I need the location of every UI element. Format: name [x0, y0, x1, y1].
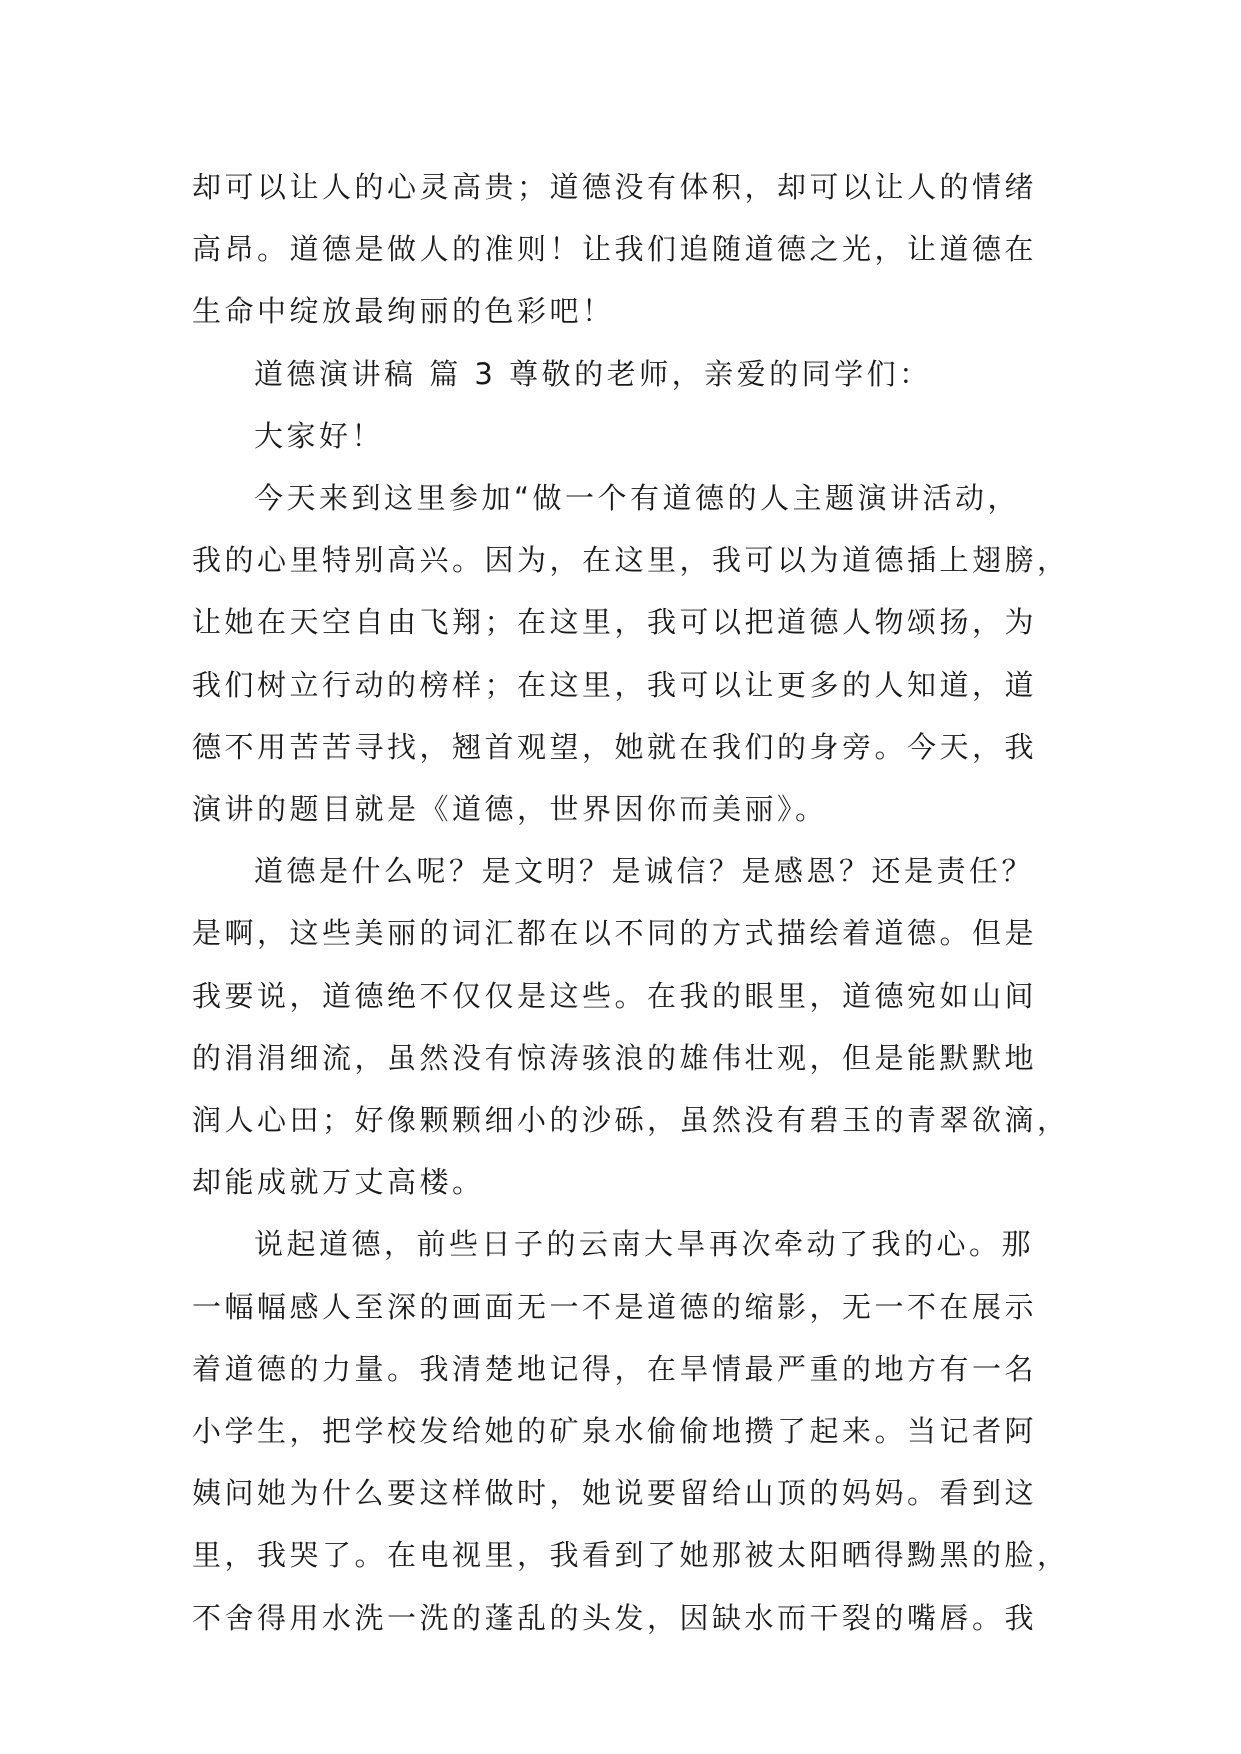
- text-line: 却可以让人的心灵高贵；道德没有体积，却可以让人的情绪: [192, 170, 1038, 204]
- text-line: 里，我哭了。在电视里，我看到了她那被太阳晒得黝黑的脸，: [192, 1538, 1070, 1573]
- paragraph-greeting: [192, 405, 1050, 467]
- text-line: 道德演讲稿 篇 3 尊敬的老师，亲爱的同学们：: [254, 356, 932, 391]
- paragraph-continuation: [192, 156, 1050, 343]
- text-line: 生命中绽放最绚丽的色彩吧！: [192, 294, 615, 329]
- text-line: 小学生，把学校发给她的矿泉水偷偷地攒了起来。当记者阿: [192, 1414, 1038, 1449]
- text-line: 高昂。道德是做人的准则！让我们追随道德之光，让道德在: [192, 232, 1038, 267]
- speech-title: [192, 343, 1050, 405]
- text-line: 姨问她为什么要这样做时，她说要留给山顶的妈妈。看到这: [192, 1476, 1038, 1511]
- text-line: 的涓涓细流，虽然没有惊涛骇浪的雄伟壮观，但是能默默地: [192, 1040, 1038, 1075]
- text-line: 我要说，道德绝不仅仅是这些。在我的眼里，道德宛如山间: [192, 978, 1038, 1013]
- paragraph-what-is-morality: [192, 840, 1070, 1213]
- paragraph-intro: [192, 467, 1070, 840]
- text-line: 是啊，这些美丽的词汇都在以不同的方式描绘着道德。但是: [192, 916, 1038, 951]
- text-line: 让她在天空自由飞翔；在这里，我可以把道德人物颂扬，为: [192, 605, 1038, 640]
- text-line: 演讲的题目就是《道德，世界因你而美丽》。: [192, 792, 828, 827]
- document-body: [192, 156, 1070, 1649]
- text-line: 着道德的力量。我清楚地记得，在旱情最严重的地方有一名: [192, 1351, 1038, 1386]
- text-line: 我的心里特别高兴。因为，在这里，我可以为道德插上翅膀，: [192, 543, 1070, 578]
- text-line: 润人心田；好像颗颗细小的沙砾，虽然没有碧玉的青翠欲滴，: [192, 1103, 1070, 1138]
- text-line: 不舍得用水洗一洗的蓬乱的头发，因缺水而干裂的嘴唇。我: [192, 1600, 1038, 1635]
- text-line: 德不用苦苦寻找，翘首观望，她就在我们的身旁。今天，我: [192, 729, 1038, 764]
- text-line: 我们树立行动的榜样；在这里，我可以让更多的人知道，道: [192, 667, 1038, 702]
- text-line: 说起道德，前些日子的云南大旱再次牵动了我的心。那: [254, 1227, 1035, 1262]
- text-line: 今天来到这里参加“做一个有道德的人主题演讲活动，: [254, 481, 1021, 516]
- text-line: 一幅幅感人至深的画面无一不是道德的缩影，无一不在展示: [192, 1289, 1038, 1324]
- text-line: 大家好！: [254, 418, 385, 453]
- paragraph-yunnan-drought: [192, 1213, 1070, 1648]
- text-line: 却能成就万丈高楼。: [192, 1165, 485, 1200]
- text-line: 道德是什么呢？是文明？是诚信？是感恩？还是责任？: [254, 854, 1035, 889]
